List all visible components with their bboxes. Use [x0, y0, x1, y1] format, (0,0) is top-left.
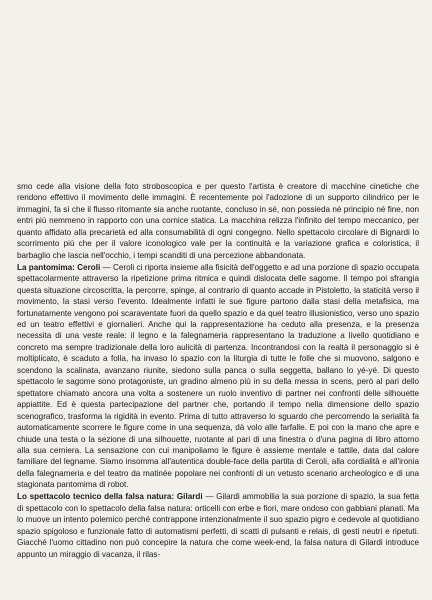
paragraph-body: — Gilardi ammobilia la sua porzione di spazio, la sua fetta di spettacolo con lo spettacolo della falsa natura: orticelli con erbe e fiori, mare ondoso con gabbiani planati. Ma lo muove un intento polemico perché contrappone intenzionalmente il suo spazio pigro e cedevole al quotidiano spazio spigoloso e funzionale fatto di automatismi perfetti, di scatti di pulsanti e relais, di gesti neutri e ripetuti. Giacché l'uomo cittadino non può concepire la natura che come week-end, la falsa natura di Gilardi introduce appunto un miraggio di vacanza, il rilas-	[17, 492, 419, 559]
paragraph-body: smo cede alla visione della foto stroboscopica e per questo l'artista è creatore di macchine cinetiche che rendono effettivo il movimento delle immagini. È recentemente poi l'adozione di un supporto cilindrico per le immagini, fa sì che il flusso ritornante sia anche ruotante, concluso in sé, non possieda né principio né fine, non entri più nemmeno in rapporto con una cornice statica. La macchina relizza l'infinito del tempo meccanico, per quanto affidato alla precarietà ed alla consumabilità di ogni congegno. Nello spettacolo circolare di Bignardi lo scorrimento più che per il valore iconologico vale per la continuità e la variazione grafica e coloristica, il barbaglio che lascia nell'occhio, i tempi scanditi di una percezione abbandonata.	[17, 182, 419, 260]
paragraph-body: — Ceroli ci riporta insieme alla fisicità dell'oggetto e ad una porzione di spazio occupata spettacolarmente attraverso la ripetizione prima ritmica e quindi dislocata delle sagome. Il tempo poi sfrangia questa situazione circoscritta, la percorre, spinge, al contrario di quanto accade in Pistoletto, la staticità verso il movimento, la stasi verso l'evento. Idealmente infatti le sue figure partono dalla stasi della metafisica, ma fortunatamente vengono poi scaraventate fuori da quello spazio e da quel teatro illusionistico, verso uno spazio ed un teatro effettivi e giornalieri. Anche qui la rappresentazione ha ceduto alla presenza, e la presenza necessita di una veste reale: il legno e la falegnameria rappresentano la traduzione a livello quotidiano e concreto ma sempre tradizionale della loro aulicità di partenza. Incontrandosi con la realtà il personaggio si è moltiplicato, è scaduto a folla, ha invaso lo spazio con la liturgia di tutte le folle che si muovono, salgono e scendono la scalinata, avanzano riunite, siedono sulla panca o sulla seggetta, ballano lo yé-yé. Di questo spettacolo le sagome sono protagoniste, un gradino almeno più in su della messa in scens, però al pari dello spettatore chiamato ancora una volta a sostenere un ruolo inventivo di partner nei confronti delle silhouette appiattite. Ed è questa partecipazione del partner che, portando il tempo nella dimensione dello spazio scenografico, trasforma la rigidità in evento. Prima di tutto attraverso lo sguardo che percorrendo la serialità fa automaticamente scorrere le figure come in una sequenza, dà volo alle farfalle. E poi con la mano che apre e chiude una testa o la sezione di una silhouette, ruotante al pari di una finestra o d'una pagina di libro attorno alla sua cerniera. La sensazione con cui manipoliamo le figure è assieme mentale e tattile, data dal calore familiare del legname. Siamo insomma all'autentica double-face della partita di Ceroli, alla cordialità e all'ironia della falegnameria e del teatro da matinée popolare nei confronti di un vetusto scenario archeologico e di una stagionata pantomima di robot.	[17, 262, 419, 490]
paragraph-ceroli	[17, 262, 419, 491]
article-text	[17, 181, 419, 560]
section-heading-ceroli: La pantomima: Ceroli	[17, 262, 101, 272]
paragraph-intro	[17, 181, 419, 261]
paragraph-gilardi	[17, 491, 419, 560]
section-heading-gilardi: Lo spettacolo tecnico della falsa natura: Gilardi	[17, 492, 203, 502]
